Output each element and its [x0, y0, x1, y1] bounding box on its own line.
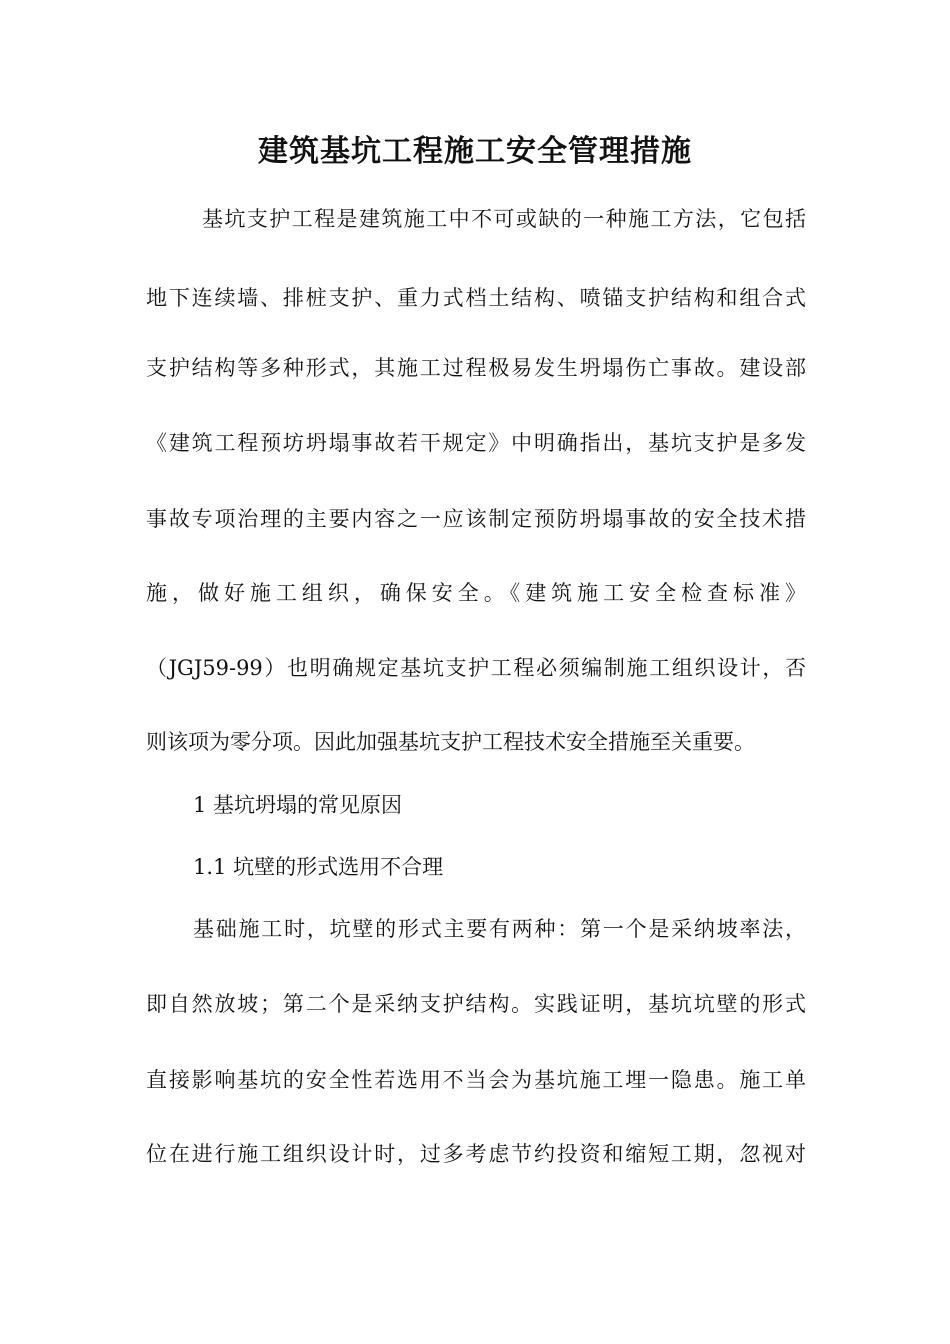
section-heading-1-1: 1.1 坑壁的形式选用不合理: [193, 855, 444, 879]
document-title: 建筑基坑工程施工安全管理措施: [258, 134, 692, 169]
paragraph-line-1: 基坑支护工程是建筑施工中不可或缺的一种施工方法，它包括: [202, 207, 806, 231]
paragraph-line-12: 位在进行施工组织设计时，过多考虑节约投资和缩短工期，忽视对: [146, 1142, 806, 1166]
paragraph-line-3: 支护结构等多种形式，其施工过程极易发生坍塌伤亡事故。建设部: [146, 356, 806, 380]
paragraph-line-11: 直接影响基坑的安全性若选用不当会为基坑施工埋一隐患。施工单: [146, 1068, 806, 1092]
paragraph-line-6: 施，做好施工组织，确保安全。《建筑施工安全检查标准》: [146, 581, 806, 605]
paragraph-line-10: 即自然放坡；第二个是采纳支护结构。实践证明，基坑坑壁的形式: [146, 992, 806, 1016]
section-heading-1: 1 基坑坍塌的常见原因: [193, 793, 403, 817]
paragraph-line-4: 《建筑工程预坊坍塌事故若干规定》中明确指出，基坑支护是多发: [146, 431, 806, 455]
paragraph-line-9: 基础施工时，坑壁的形式主要有两种：第一个是采纳坡率法，: [193, 917, 806, 941]
paragraph-line-5: 事故专项治理的主要内容之一应该制定预防坍塌事故的安全技术措: [146, 507, 806, 531]
paragraph-line-2: 地下连续墙、排桩支护、重力式档土结构、喷锚支护结构和组合式: [146, 286, 806, 310]
paragraph-line-7: （JGJ59-99）也明确规定基坑支护工程必须编制施工组织设计，否: [146, 656, 806, 680]
paragraph-line-8: 则该项为零分项。因此加强基坑支护工程技术安全措施至关重要。: [146, 730, 755, 754]
